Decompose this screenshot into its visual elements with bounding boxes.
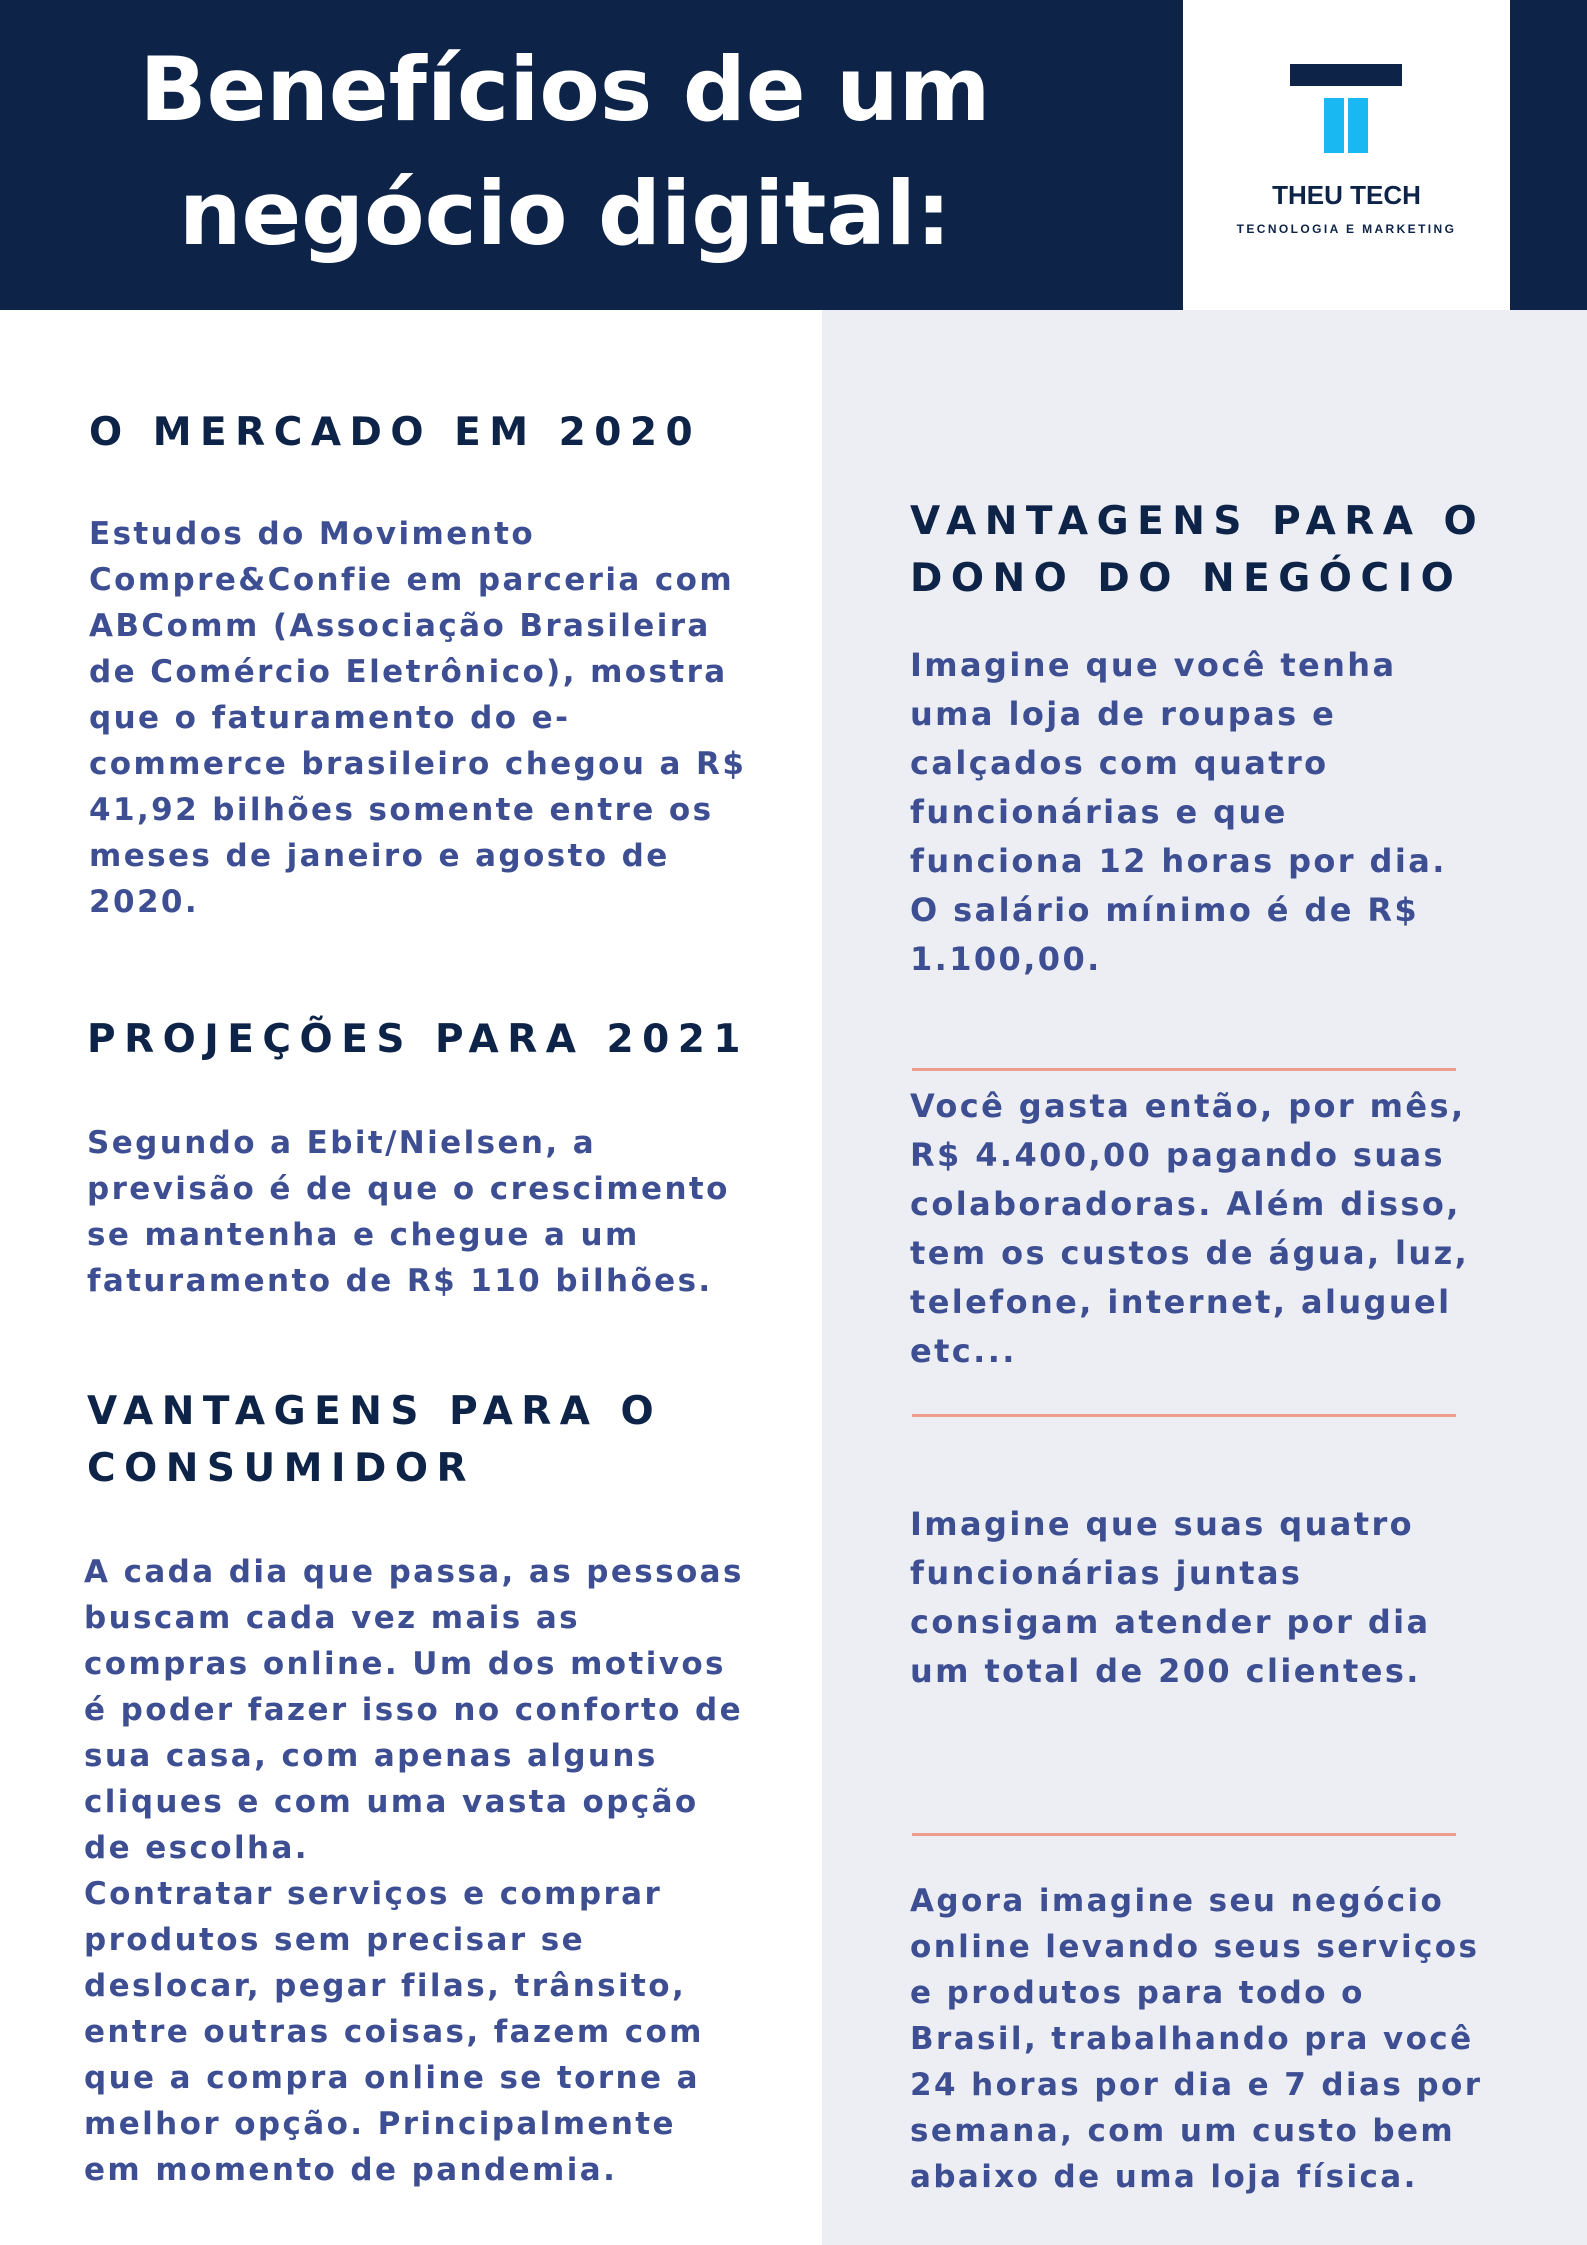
brand-name: THEU TECH — [1272, 180, 1421, 210]
section-text-dono-2 — [910, 1082, 1469, 1376]
text-line: meses de janeiro e agosto de — [89, 838, 670, 874]
text-line: 24 horas por dia e 7 dias por — [910, 2067, 1483, 2103]
text-line: Estudos do Movimento — [89, 516, 536, 552]
text-line: Agora imagine seu negócio — [910, 1883, 1445, 1919]
section-heading-consumidor — [87, 1383, 662, 1497]
text-line: de escolha. — [84, 1830, 309, 1866]
text-line: deslocar, pegar filas, trânsito, — [84, 1968, 687, 2004]
text-line: funcionárias juntas — [910, 1554, 1303, 1592]
page-title-line: Benefícios de um — [139, 38, 991, 141]
section-text-mercado — [89, 511, 746, 925]
brand-mark-icon — [1290, 64, 1402, 154]
text-line: uma loja de roupas e — [910, 695, 1337, 733]
text-line: em momento de pandemia. — [84, 2152, 618, 2188]
page-title — [60, 28, 1070, 276]
brand-logo — [1183, 0, 1510, 310]
text-line: previsão é de que o crescimento — [87, 1171, 730, 1207]
text-line: Contratar serviços e comprar — [84, 1876, 663, 1912]
text-line: funcionárias e que — [910, 793, 1288, 831]
text-line: A cada dia que passa, as pessoas — [84, 1554, 744, 1590]
text-line: colaboradoras. Além disso, — [910, 1185, 1461, 1223]
text-line: Brasil, trabalhando pra você — [910, 2021, 1474, 2057]
text-line: Segundo a Ebit/Nielsen, a — [87, 1125, 597, 1161]
text-line: um total de 200 clientes. — [910, 1652, 1421, 1690]
section-divider — [912, 1414, 1456, 1417]
text-line: que o faturamento do e- — [89, 700, 571, 736]
text-line: é poder fazer isso no conforto de — [84, 1692, 744, 1728]
brand-tagline: TECNOLOGIA E MARKETING — [1236, 222, 1457, 236]
text-line: buscam cada vez mais as — [84, 1600, 581, 1636]
text-line: R$ 4.400,00 pagando suas — [910, 1136, 1445, 1174]
text-line: sua casa, com apenas alguns — [84, 1738, 658, 1774]
text-line: que a compra online se torne a — [84, 2060, 700, 2096]
text-line: Você gasta então, por mês, — [910, 1087, 1466, 1125]
section-heading-projecoes: PROJEÇÕES PARA 2021 — [87, 1017, 750, 1062]
text-line: e produtos para todo o — [910, 1975, 1365, 2011]
brand-mark-column — [1348, 98, 1368, 153]
text-line: se mantenha e chegue a um — [87, 1217, 640, 1253]
text-line: abaixo de uma loja física. — [910, 2159, 1418, 2195]
section-heading-mercado: O MERCADO EM 2020 — [89, 410, 702, 455]
text-line: 2020. — [89, 884, 200, 920]
section-text-projecoes — [87, 1120, 730, 1304]
brand-mark-bar — [1290, 64, 1402, 86]
text-line: melhor opção. Principalmente — [84, 2106, 676, 2142]
text-line: 1.100,00. — [910, 940, 1102, 978]
text-line: consigam atender por dia — [910, 1603, 1431, 1641]
page-title-line: negócio digital: — [178, 162, 952, 265]
text-line: Compre&Confie em parceria com — [89, 562, 735, 598]
text-line: O salário mínimo é de R$ — [910, 891, 1420, 929]
brand-mark-column — [1324, 98, 1344, 153]
heading-line: VANTAGENS PARA O — [910, 499, 1486, 544]
section-text-consumidor — [84, 1549, 744, 2193]
text-line: commerce brasileiro chegou a R$ — [89, 746, 747, 782]
text-line: semana, com um custo bem — [910, 2113, 1456, 2149]
section-text-dono-4 — [910, 1878, 1482, 2200]
text-line: cliques e com uma vasta opção — [84, 1784, 699, 1820]
text-line: compras online. Um dos motivos — [84, 1646, 726, 1682]
text-line: ABComm (Associação Brasileira — [89, 608, 711, 644]
text-line: Imagine que suas quatro — [910, 1505, 1415, 1543]
text-line: 41,92 bilhões somente entre os — [89, 792, 714, 828]
text-line: de Comércio Eletrônico), mostra — [89, 654, 728, 690]
page-header — [0, 0, 1587, 310]
section-text-dono-3 — [910, 1500, 1431, 1696]
text-line: entre outras coisas, fazem com — [84, 2014, 704, 2050]
text-line: etc... — [910, 1332, 1017, 1370]
text-line: telefone, internet, aluguel — [910, 1283, 1452, 1321]
text-line: produtos sem precisar se — [84, 1922, 585, 1958]
heading-line: VANTAGENS PARA O — [87, 1389, 663, 1434]
text-line: tem os custos de água, luz, — [910, 1234, 1470, 1272]
text-line: Imagine que você tenha — [910, 646, 1397, 684]
section-heading-dono — [910, 493, 1485, 607]
section-text-dono-1 — [910, 641, 1447, 984]
text-line: funciona 12 horas por dia. — [910, 842, 1447, 880]
section-divider — [912, 1068, 1456, 1071]
section-divider — [912, 1833, 1456, 1836]
text-line: online levando seus serviços — [910, 1929, 1480, 1965]
text-line: calçados com quatro — [910, 744, 1329, 782]
heading-line: DONO DO NEGÓCIO — [910, 556, 1463, 601]
heading-line: CONSUMIDOR — [87, 1446, 476, 1491]
text-line: faturamento de R$ 110 bilhões. — [87, 1263, 713, 1299]
